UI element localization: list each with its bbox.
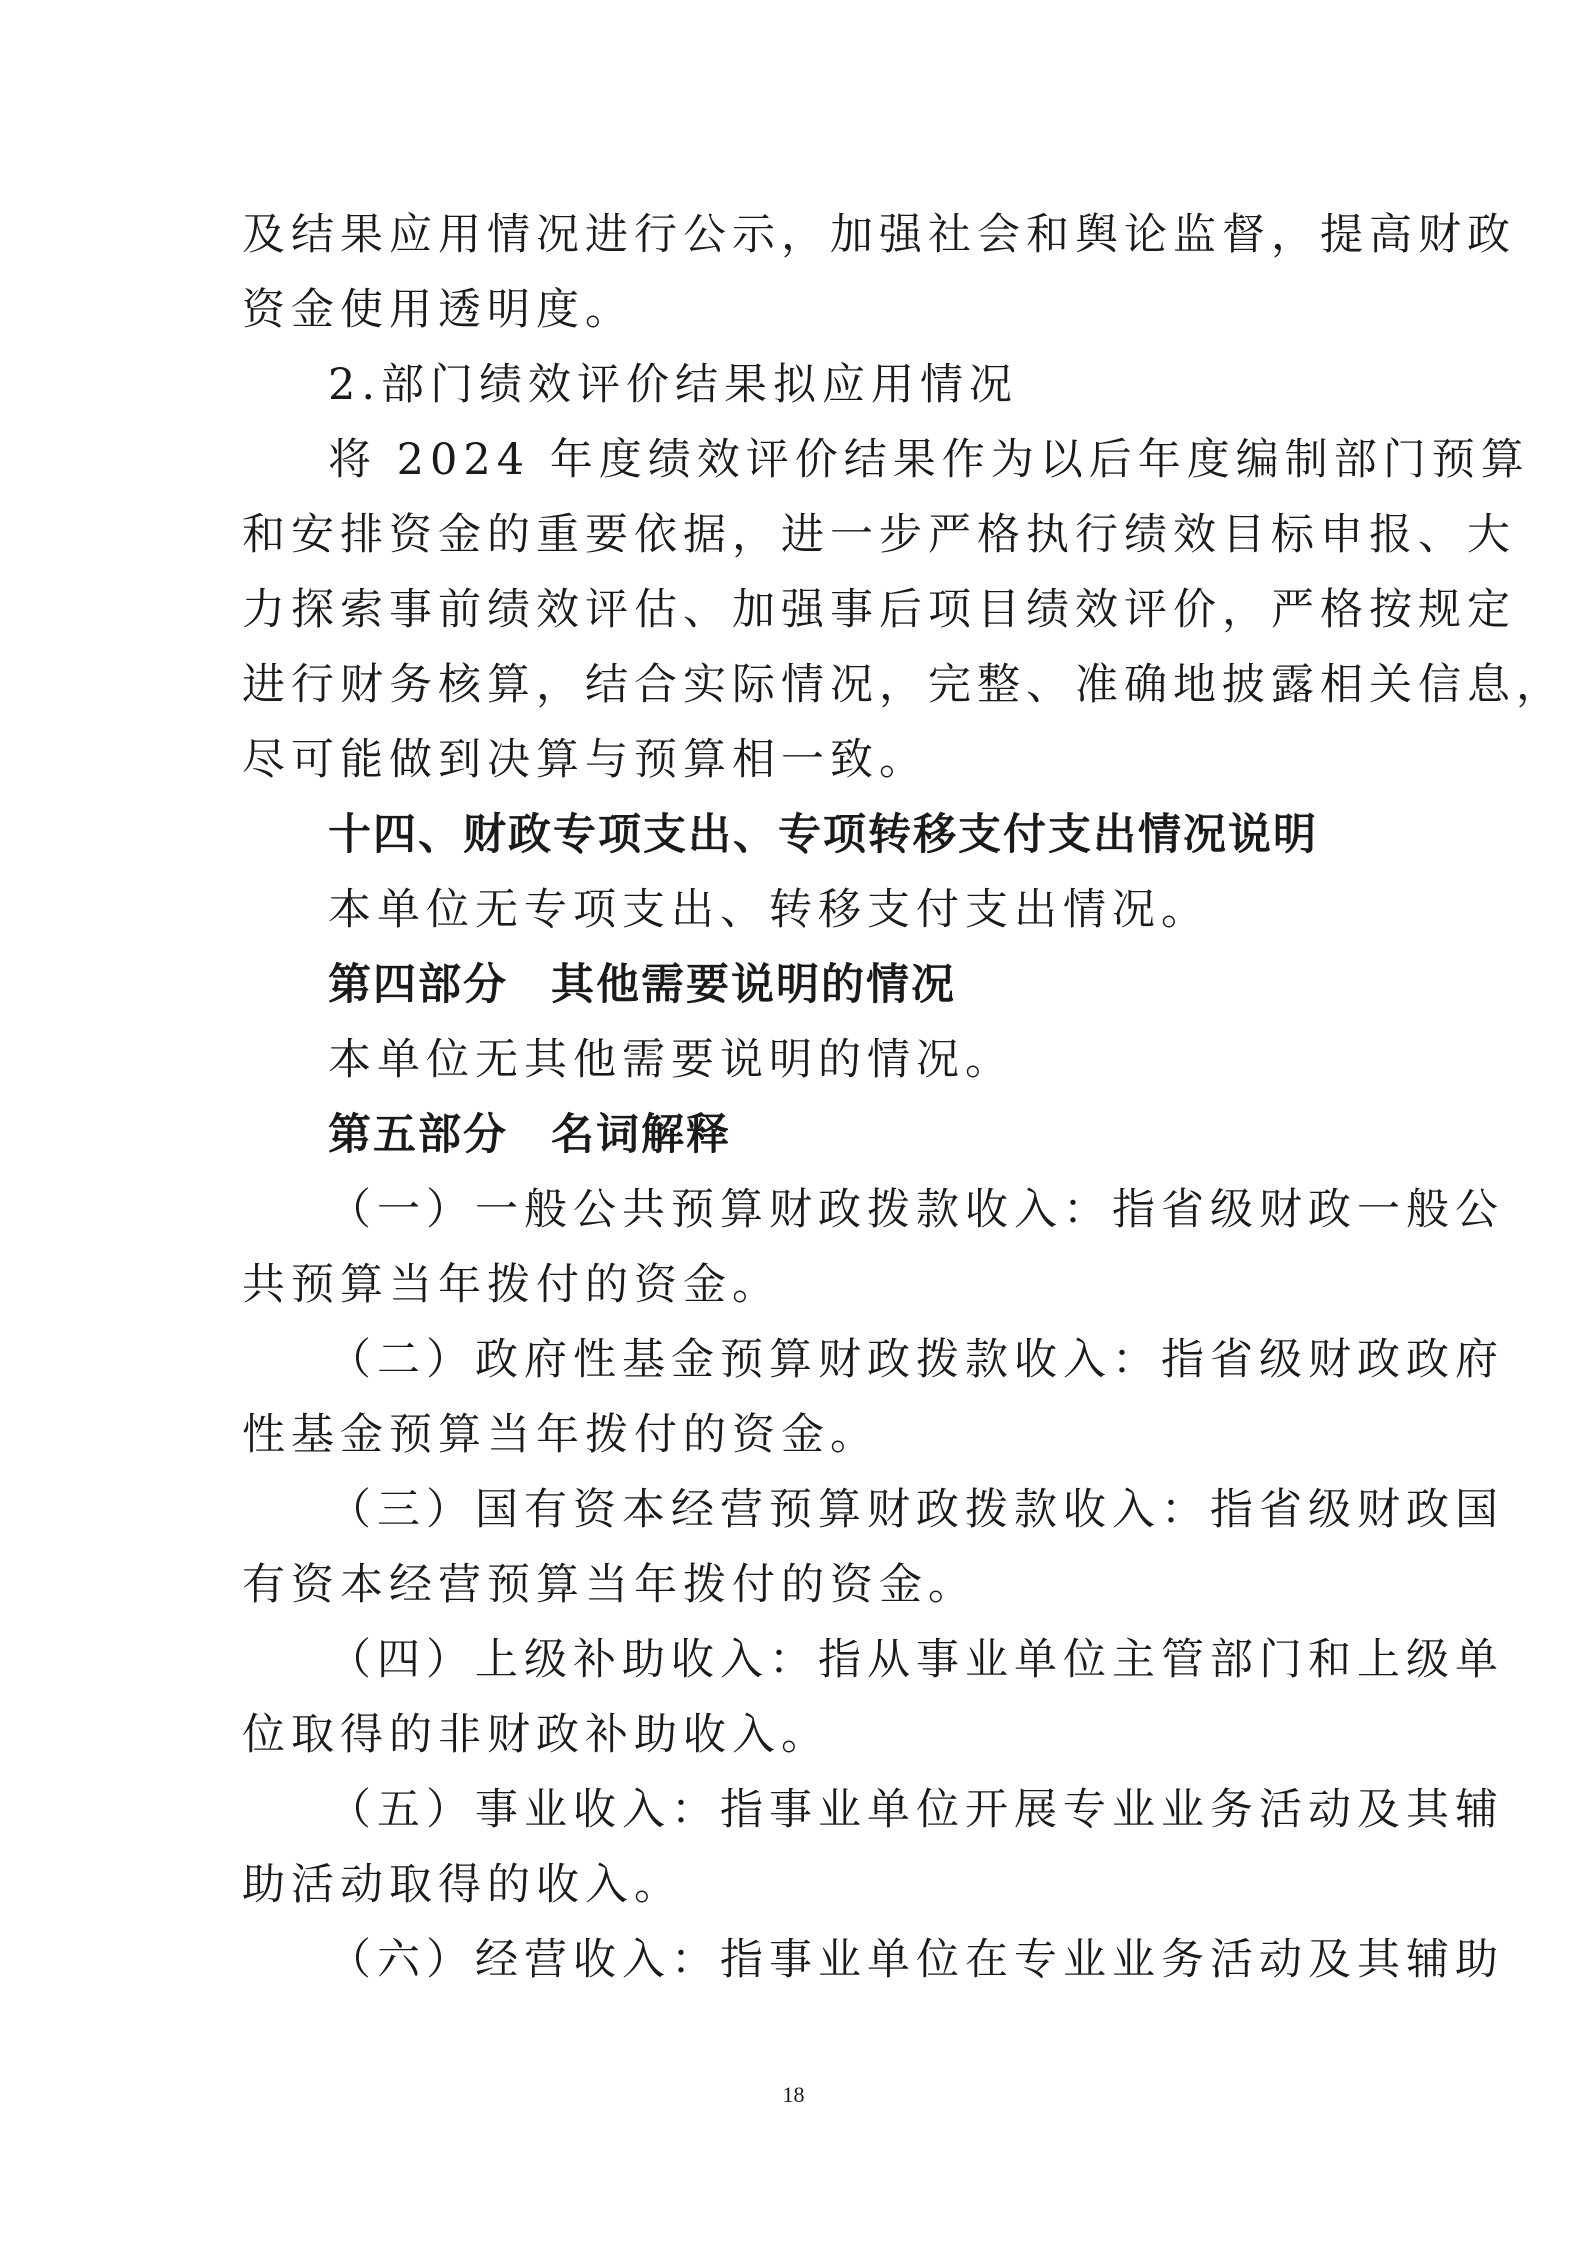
part-number: 第五部分 xyxy=(328,1110,508,1160)
section-heading: 十四、财政专项支出、专项转移支付支出情况说明 xyxy=(328,810,1318,860)
definition-line: （三）国有资本经营预算财政拨款收入：指省级财政国 xyxy=(328,1485,1504,1535)
subsection-heading: 2.部门绩效评价结果拟应用情况 xyxy=(328,360,1019,410)
page-number: 18 xyxy=(782,2082,805,2107)
definition-line: 性基金预算当年拨付的资金。 xyxy=(242,1410,879,1460)
part-heading xyxy=(242,1098,1347,1173)
definition-line: （四）上级补助收入：指从事业单位主管部门和上级单 xyxy=(328,1635,1504,1685)
definition-line: 位取得的非财政补助收入。 xyxy=(242,1710,830,1760)
body-line: 本单位无其他需要说明的情况。 xyxy=(328,1035,1014,1085)
definition-line: 有资本经营预算当年拨付的资金。 xyxy=(242,1560,977,1610)
definition-line: 助活动取得的收入。 xyxy=(242,1860,683,1910)
definition-line: （六）经营收入：指事业单位在专业业务活动及其辅助 xyxy=(328,1935,1504,1985)
body-line: 和安排资金的重要依据，进一步严格执行绩效目标申报、大 xyxy=(242,510,1516,560)
definition-line: （一）一般公共预算财政拨款收入：指省级财政一般公 xyxy=(328,1185,1504,1235)
body-line: 及结果应用情况进行公示，加强社会和舆论监督，提高财政 xyxy=(242,210,1516,260)
part-number: 第四部分 xyxy=(328,960,508,1010)
body-line: 尽可能做到决算与预算相一致。 xyxy=(242,735,928,785)
definition-line: 共预算当年拨付的资金。 xyxy=(242,1260,781,1310)
part-heading xyxy=(242,948,1347,1023)
body-line: 本单位无专项支出、转移支付支出情况。 xyxy=(328,885,1210,935)
part-title: 名词解释 xyxy=(551,1110,731,1160)
body-line: 力探索事前绩效评估、加强事后项目绩效评价，严格按规定 xyxy=(242,585,1516,635)
body-line: 将 2024 年度绩效评价结果作为以后年度编制部门预算 xyxy=(328,435,1530,485)
page-content xyxy=(242,198,1565,1998)
definition-line: （五）事业收入：指事业单位开展专业业务活动及其辅 xyxy=(328,1785,1504,1835)
body-line: 进行财务核算，结合实际情况，完整、准确地披露相关信息， xyxy=(242,660,1565,710)
body-line: 资金使用透明度。 xyxy=(242,285,634,335)
part-title: 其他需要说明的情况 xyxy=(551,960,956,1010)
definition-line: （二）政府性基金预算财政拨款收入：指省级财政政府 xyxy=(328,1335,1504,1385)
